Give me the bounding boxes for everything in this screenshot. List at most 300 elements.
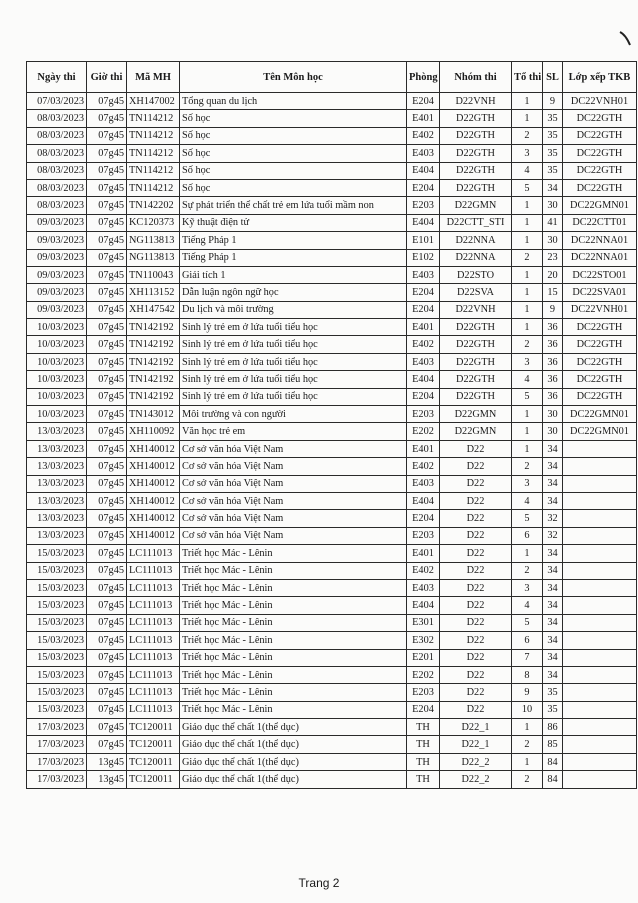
- cell-count: 35: [543, 162, 563, 179]
- cell-course-code: TN142192: [127, 353, 180, 370]
- cell-team: 1: [512, 753, 543, 770]
- cell-team: 1: [512, 214, 543, 231]
- cell-team: 2: [512, 336, 543, 353]
- cell-room: E203: [407, 527, 440, 544]
- cell-course-name: Triết học Mác - Lênin: [180, 562, 407, 579]
- cell-course-code: TN142202: [127, 197, 180, 214]
- cell-class: DC22NNA01: [563, 232, 637, 249]
- cell-date: 13/03/2023: [27, 440, 87, 457]
- cell-group: D22_2: [440, 753, 512, 770]
- cell-course-code: XH140012: [127, 475, 180, 492]
- cell-date: 17/03/2023: [27, 719, 87, 736]
- cell-date: 17/03/2023: [27, 736, 87, 753]
- cell-course-code: LC111013: [127, 614, 180, 631]
- cell-team: 2: [512, 458, 543, 475]
- cell-count: 32: [543, 510, 563, 527]
- cell-course-name: Triết học Mác - Lênin: [180, 579, 407, 596]
- cell-room: E403: [407, 579, 440, 596]
- cell-time: 07g45: [87, 301, 127, 318]
- cell-course-name: Cơ sở văn hóa Việt Nam: [180, 458, 407, 475]
- cell-course-name: Triết học Mác - Lênin: [180, 597, 407, 614]
- cell-group: D22: [440, 666, 512, 683]
- cell-class: DC22GTH: [563, 353, 637, 370]
- table-row: [27, 388, 637, 405]
- cell-team: 4: [512, 162, 543, 179]
- cell-count: 34: [543, 579, 563, 596]
- cell-course-code: XH140012: [127, 440, 180, 457]
- cell-course-name: Số học: [180, 110, 407, 127]
- cell-course-name: Triết học Mác - Lênin: [180, 632, 407, 649]
- cell-course-code: TN114212: [127, 110, 180, 127]
- cell-course-code: TC120011: [127, 753, 180, 770]
- cell-time: 07g45: [87, 319, 127, 336]
- cell-date: 09/03/2023: [27, 284, 87, 301]
- cell-date: 07/03/2023: [27, 93, 87, 110]
- cell-course-name: Cơ sở văn hóa Việt Nam: [180, 475, 407, 492]
- cell-course-code: XH140012: [127, 458, 180, 475]
- cell-count: 34: [543, 440, 563, 457]
- cell-team: 6: [512, 632, 543, 649]
- cell-group: D22GTH: [440, 145, 512, 162]
- cell-team: 1: [512, 110, 543, 127]
- cell-time: 07g45: [87, 406, 127, 423]
- cell-course-name: Triết học Mác - Lênin: [180, 649, 407, 666]
- cell-class: [563, 510, 637, 527]
- cell-class: DC22VNH01: [563, 301, 637, 318]
- cell-room: E404: [407, 597, 440, 614]
- cell-time: 07g45: [87, 179, 127, 196]
- cell-course-name: Cơ sở văn hóa Việt Nam: [180, 510, 407, 527]
- cell-date: 09/03/2023: [27, 301, 87, 318]
- cell-course-name: Giải tích 1: [180, 266, 407, 283]
- cell-group: D22GMN: [440, 423, 512, 440]
- cell-group: D22: [440, 684, 512, 701]
- cell-time: 07g45: [87, 492, 127, 509]
- cell-team: 3: [512, 579, 543, 596]
- cell-course-code: LC111013: [127, 684, 180, 701]
- cell-time: 07g45: [87, 719, 127, 736]
- cell-class: [563, 719, 637, 736]
- cell-room: TH: [407, 736, 440, 753]
- cell-class: [563, 562, 637, 579]
- cell-room: E403: [407, 145, 440, 162]
- cell-room: E302: [407, 632, 440, 649]
- cell-course-name: Cơ sở văn hóa Việt Nam: [180, 440, 407, 457]
- table-row: [27, 701, 637, 718]
- cell-count: 35: [543, 145, 563, 162]
- cell-time: 07g45: [87, 632, 127, 649]
- cell-course-name: Số học: [180, 162, 407, 179]
- cell-room: E401: [407, 545, 440, 562]
- table-row: [27, 214, 637, 231]
- cell-room: E204: [407, 284, 440, 301]
- table-row: [27, 145, 637, 162]
- cell-time: 07g45: [87, 284, 127, 301]
- table-row: [27, 440, 637, 457]
- cell-course-name: Tiếng Pháp 1: [180, 249, 407, 266]
- cell-class: DC22GMN01: [563, 197, 637, 214]
- cell-time: 07g45: [87, 388, 127, 405]
- cell-group: D22GTH: [440, 388, 512, 405]
- cell-count: 36: [543, 319, 563, 336]
- cell-class: [563, 579, 637, 596]
- header-row: [27, 62, 637, 93]
- cell-time: 07g45: [87, 371, 127, 388]
- cell-time: 07g45: [87, 579, 127, 596]
- cell-count: 36: [543, 353, 563, 370]
- cell-course-code: TN142192: [127, 371, 180, 388]
- cell-date: 10/03/2023: [27, 336, 87, 353]
- cell-date: 08/03/2023: [27, 179, 87, 196]
- cell-course-code: LC111013: [127, 632, 180, 649]
- cell-count: 20: [543, 266, 563, 283]
- cell-group: D22: [440, 562, 512, 579]
- cell-room: E402: [407, 562, 440, 579]
- cell-count: 23: [543, 249, 563, 266]
- cell-count: 35: [543, 110, 563, 127]
- cell-room: E204: [407, 93, 440, 110]
- cell-class: DC22SVA01: [563, 284, 637, 301]
- cell-course-code: LC111013: [127, 562, 180, 579]
- cell-date: 13/03/2023: [27, 492, 87, 509]
- cell-count: 35: [543, 684, 563, 701]
- cell-time: 07g45: [87, 701, 127, 718]
- cell-date: 09/03/2023: [27, 214, 87, 231]
- cell-class: [563, 458, 637, 475]
- cell-date: 15/03/2023: [27, 562, 87, 579]
- cell-team: 2: [512, 771, 543, 788]
- cell-count: 34: [543, 666, 563, 683]
- cell-team: 9: [512, 684, 543, 701]
- cell-room: E202: [407, 423, 440, 440]
- cell-date: 15/03/2023: [27, 684, 87, 701]
- cell-team: 1: [512, 406, 543, 423]
- cell-room: E102: [407, 249, 440, 266]
- cell-class: [563, 684, 637, 701]
- table-row: [27, 353, 637, 370]
- cell-group: D22GTH: [440, 162, 512, 179]
- cell-class: DC22GTH: [563, 162, 637, 179]
- cell-course-name: Du lịch và môi trường: [180, 301, 407, 318]
- cell-class: [563, 632, 637, 649]
- cell-course-name: Giáo dục thể chất 1(thể dục): [180, 719, 407, 736]
- cell-class: DC22GTH: [563, 110, 637, 127]
- cell-course-name: Kỹ thuật điện tử: [180, 214, 407, 231]
- cell-group: D22NNA: [440, 249, 512, 266]
- cell-course-code: XH140012: [127, 510, 180, 527]
- cell-class: [563, 545, 637, 562]
- cell-group: D22_1: [440, 719, 512, 736]
- cell-date: 13/03/2023: [27, 423, 87, 440]
- cell-class: DC22NNA01: [563, 249, 637, 266]
- cell-group: D22: [440, 440, 512, 457]
- table-row: [27, 475, 637, 492]
- page-number: Trang 2: [298, 876, 340, 890]
- cell-group: D22: [440, 701, 512, 718]
- cell-group: D22: [440, 458, 512, 475]
- table-row: [27, 179, 637, 196]
- cell-date: 13/03/2023: [27, 458, 87, 475]
- cell-team: 5: [512, 510, 543, 527]
- cell-course-name: Tiếng Pháp 1: [180, 232, 407, 249]
- table-row: [27, 110, 637, 127]
- cell-group: D22: [440, 475, 512, 492]
- cell-room: E403: [407, 475, 440, 492]
- cell-count: 30: [543, 197, 563, 214]
- cell-room: E401: [407, 110, 440, 127]
- cell-time: 07g45: [87, 145, 127, 162]
- header-nhom-thi: Nhóm thi: [440, 62, 512, 93]
- cell-room: E402: [407, 336, 440, 353]
- cell-course-code: NG113813: [127, 232, 180, 249]
- cell-time: 07g45: [87, 440, 127, 457]
- cell-time: 07g45: [87, 266, 127, 283]
- table-row: [27, 614, 637, 631]
- table-row: [27, 127, 637, 144]
- cell-date: 08/03/2023: [27, 162, 87, 179]
- cell-class: [563, 440, 637, 457]
- table-row: [27, 371, 637, 388]
- cell-count: 34: [543, 475, 563, 492]
- cell-date: 17/03/2023: [27, 753, 87, 770]
- cell-course-name: Triết học Mác - Lênin: [180, 666, 407, 683]
- header-phong: Phòng: [407, 62, 440, 93]
- cell-class: [563, 475, 637, 492]
- cell-group: D22GTH: [440, 336, 512, 353]
- table-row: [27, 562, 637, 579]
- cell-time: 07g45: [87, 684, 127, 701]
- table-row: [27, 266, 637, 283]
- cell-room: E202: [407, 666, 440, 683]
- cell-course-name: Triết học Mác - Lênin: [180, 614, 407, 631]
- cell-team: 1: [512, 719, 543, 736]
- cell-team: 10: [512, 701, 543, 718]
- cell-class: [563, 753, 637, 770]
- cell-count: 34: [543, 597, 563, 614]
- cell-team: 1: [512, 93, 543, 110]
- cell-count: 15: [543, 284, 563, 301]
- cell-class: [563, 597, 637, 614]
- cell-course-code: TN114212: [127, 127, 180, 144]
- table-row: [27, 406, 637, 423]
- cell-date: 13/03/2023: [27, 475, 87, 492]
- cell-time: 07g45: [87, 562, 127, 579]
- cell-course-code: TN142192: [127, 319, 180, 336]
- cell-course-code: TC120011: [127, 771, 180, 788]
- table-row: [27, 736, 637, 753]
- cell-team: 1: [512, 301, 543, 318]
- cell-team: 4: [512, 597, 543, 614]
- cell-course-name: Môi trường và con người: [180, 406, 407, 423]
- cell-date: 08/03/2023: [27, 197, 87, 214]
- cell-time: 07g45: [87, 127, 127, 144]
- cell-date: 10/03/2023: [27, 388, 87, 405]
- cell-team: 2: [512, 562, 543, 579]
- cell-class: [563, 736, 637, 753]
- cell-count: 30: [543, 232, 563, 249]
- cell-count: 32: [543, 527, 563, 544]
- cell-date: 09/03/2023: [27, 266, 87, 283]
- cell-team: 3: [512, 145, 543, 162]
- cell-course-name: Cơ sở văn hóa Việt Nam: [180, 492, 407, 509]
- cell-course-name: Sinh lý trẻ em ở lứa tuổi tiểu học: [180, 336, 407, 353]
- cell-group: D22GTH: [440, 371, 512, 388]
- header-gio-thi: Giờ thi: [87, 62, 127, 93]
- cell-course-code: XH147542: [127, 301, 180, 318]
- cell-room: E404: [407, 371, 440, 388]
- cell-team: 1: [512, 423, 543, 440]
- cell-count: 84: [543, 771, 563, 788]
- table-row: [27, 93, 637, 110]
- cell-course-name: Văn học trẻ em: [180, 423, 407, 440]
- exam-schedule-table: [26, 61, 637, 789]
- header-to-thi: Tổ thi: [512, 62, 543, 93]
- cell-course-code: TN110043: [127, 266, 180, 283]
- cell-time: 07g45: [87, 458, 127, 475]
- cell-date: 10/03/2023: [27, 319, 87, 336]
- cell-team: 4: [512, 371, 543, 388]
- table-row: [27, 197, 637, 214]
- cell-class: DC22GTH: [563, 336, 637, 353]
- cell-time: 07g45: [87, 475, 127, 492]
- table-row: [27, 249, 637, 266]
- cell-group: D22_1: [440, 736, 512, 753]
- cell-date: 15/03/2023: [27, 597, 87, 614]
- cell-course-code: LC111013: [127, 649, 180, 666]
- cell-date: 15/03/2023: [27, 579, 87, 596]
- cell-time: 07g45: [87, 736, 127, 753]
- cell-class: DC22CTT01: [563, 214, 637, 231]
- cell-time: 13g45: [87, 771, 127, 788]
- cell-course-name: Giáo dục thể chất 1(thể dục): [180, 771, 407, 788]
- cell-group: D22NNA: [440, 232, 512, 249]
- cell-group: D22: [440, 492, 512, 509]
- cell-class: [563, 527, 637, 544]
- cell-class: [563, 492, 637, 509]
- cell-room: E204: [407, 510, 440, 527]
- cell-date: 10/03/2023: [27, 371, 87, 388]
- cell-time: 07g45: [87, 545, 127, 562]
- cell-room: E204: [407, 179, 440, 196]
- cell-count: 34: [543, 562, 563, 579]
- cell-group: D22GTH: [440, 127, 512, 144]
- cell-count: 34: [543, 649, 563, 666]
- cell-room: E404: [407, 214, 440, 231]
- cell-group: D22GMN: [440, 197, 512, 214]
- table-row: [27, 632, 637, 649]
- table-row: [27, 492, 637, 509]
- cell-count: 41: [543, 214, 563, 231]
- cell-course-name: Số học: [180, 179, 407, 196]
- header-sl: SL: [543, 62, 563, 93]
- cell-count: 35: [543, 701, 563, 718]
- cell-group: D22: [440, 545, 512, 562]
- cell-group: D22GTH: [440, 179, 512, 196]
- cell-course-name: Giáo dục thể chất 1(thể dục): [180, 753, 407, 770]
- cell-count: 30: [543, 406, 563, 423]
- cell-course-code: TN114212: [127, 179, 180, 196]
- cell-room: E402: [407, 127, 440, 144]
- cell-course-name: Triết học Mác - Lênin: [180, 684, 407, 701]
- cell-date: 15/03/2023: [27, 632, 87, 649]
- cell-count: 34: [543, 492, 563, 509]
- cell-course-name: Sự phát triển thể chất trẻ em lứa tuổi mầm non: [180, 197, 407, 214]
- cell-count: 34: [543, 458, 563, 475]
- cell-course-code: XH140012: [127, 492, 180, 509]
- cell-date: 15/03/2023: [27, 701, 87, 718]
- cell-room: E203: [407, 197, 440, 214]
- cell-time: 07g45: [87, 527, 127, 544]
- cell-team: 2: [512, 736, 543, 753]
- cell-course-name: Dẫn luận ngôn ngữ học: [180, 284, 407, 301]
- header-ma-mh: Mã MH: [127, 62, 180, 93]
- cell-date: 17/03/2023: [27, 771, 87, 788]
- cell-room: E204: [407, 701, 440, 718]
- cell-date: 09/03/2023: [27, 232, 87, 249]
- table-row: [27, 545, 637, 562]
- cell-count: 34: [543, 179, 563, 196]
- cell-room: E403: [407, 266, 440, 283]
- cell-room: E201: [407, 649, 440, 666]
- cell-course-code: XH140012: [127, 527, 180, 544]
- cell-course-code: TN142192: [127, 336, 180, 353]
- cell-course-name: Số học: [180, 145, 407, 162]
- cell-time: 07g45: [87, 666, 127, 683]
- table-row: [27, 649, 637, 666]
- cell-group: D22GTH: [440, 110, 512, 127]
- header-lop-xep-tkb: Lớp xếp TKB: [563, 62, 637, 93]
- table-row: [27, 527, 637, 544]
- cell-course-name: Cơ sở văn hóa Việt Nam: [180, 527, 407, 544]
- table-row: [27, 301, 637, 318]
- cell-class: DC22STO01: [563, 266, 637, 283]
- cell-group: D22: [440, 597, 512, 614]
- cell-course-code: XH147002: [127, 93, 180, 110]
- cell-count: 30: [543, 423, 563, 440]
- cell-room: TH: [407, 771, 440, 788]
- cell-course-code: TN142192: [127, 388, 180, 405]
- table-row: [27, 753, 637, 770]
- cell-count: 84: [543, 753, 563, 770]
- cell-team: 1: [512, 440, 543, 457]
- cell-count: 34: [543, 632, 563, 649]
- cell-course-code: LC111013: [127, 545, 180, 562]
- cell-count: 9: [543, 93, 563, 110]
- cell-team: 1: [512, 197, 543, 214]
- cell-date: 10/03/2023: [27, 406, 87, 423]
- cell-date: 15/03/2023: [27, 649, 87, 666]
- cell-group: D22: [440, 614, 512, 631]
- cell-room: E203: [407, 406, 440, 423]
- cell-date: 15/03/2023: [27, 614, 87, 631]
- header-ten-mon-hoc: Tên Môn học: [180, 62, 407, 93]
- cell-count: 36: [543, 371, 563, 388]
- cell-team: 2: [512, 127, 543, 144]
- table-row: [27, 423, 637, 440]
- cell-count: 34: [543, 545, 563, 562]
- cell-group: D22GTH: [440, 319, 512, 336]
- cell-count: 34: [543, 614, 563, 631]
- cell-team: 6: [512, 527, 543, 544]
- cell-class: DC22GMN01: [563, 406, 637, 423]
- cell-team: 3: [512, 353, 543, 370]
- cell-time: 07g45: [87, 214, 127, 231]
- cell-course-code: TC120011: [127, 719, 180, 736]
- cell-date: 10/03/2023: [27, 353, 87, 370]
- table-row: [27, 597, 637, 614]
- cell-count: 85: [543, 736, 563, 753]
- cell-room: E403: [407, 353, 440, 370]
